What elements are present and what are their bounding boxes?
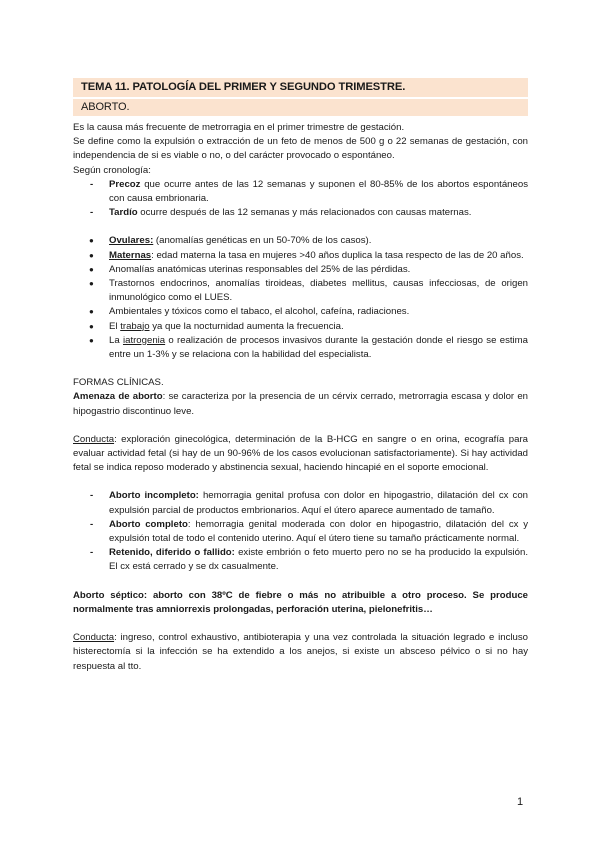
list-item-text: Anomalías anatómicas uterinas responsables del 25% de las pérdidas. — [109, 263, 411, 275]
list-item-term: Ovulares: — [109, 235, 154, 247]
list-item-term: Precoz — [109, 178, 141, 190]
list-item-term: Aborto incompleto: — [109, 490, 199, 502]
list-item — [73, 178, 528, 206]
list-item-text: La — [109, 334, 123, 346]
amenaza-term: Amenaza de aborto — [73, 391, 163, 403]
conducta-text: : exploración ginecológica, determinación de la B-HCG en sangre o en orina, ecografía para evaluar actividad fetal (si hay de un 90-96% de los casos evolucionan satisfactoriamente). Si hay actividad fetal se indica reposo moderado y abstinencia sexual, haciendo hincapié en el soporte emocional. — [73, 433, 528, 474]
list-item — [73, 234, 528, 248]
list-item-text: El — [109, 320, 121, 332]
list-item — [73, 518, 528, 546]
list-item-text: : edad materna la tasa en mujeres >40 años duplica la tasa respecto de las de 20 años. — [151, 249, 524, 261]
page-number: 1 — [517, 796, 524, 808]
list-item-term: Tardío — [109, 207, 138, 219]
list-item — [73, 249, 528, 263]
list-item-text: que ocurre antes de las 12 semanas y suponen el 80-85% de los abortos espontáneos con causa embrionaria. — [109, 178, 528, 205]
list-item-text: ya que la nocturnidad aumenta la frecuencia. — [149, 320, 344, 332]
conducta-term: Conducta — [73, 433, 115, 445]
chronology-list — [73, 178, 528, 221]
page-title: TEMA 11. PATOLOGÍA DEL PRIMER Y SEGUNDO TRIMESTRE. — [73, 78, 528, 97]
list-item — [73, 334, 528, 362]
list-item-text: hemorragia genital profusa con dolor en hipogastrio, dilatación del cx con expulsión parcial de productos embrionarios. Aquí el útero aparece aumentado de tamaño. — [109, 490, 529, 516]
list-item-term: Maternas — [109, 249, 152, 261]
list-item — [73, 277, 528, 305]
formas-heading: FORMAS CLÍNICAS. — [73, 377, 164, 389]
conducta-term: Conducta — [73, 632, 115, 644]
list-item-text: Ambientales y tóxicos como el tabaco, el alcohol, cafeína, radiaciones. — [109, 306, 410, 318]
list-item — [73, 305, 528, 319]
conducta-septico-paragraph — [73, 631, 528, 674]
list-item-term: trabajo — [120, 320, 150, 332]
list-item-text: ocurre después de las 12 semanas y más relacionados con causas maternas. — [137, 207, 472, 219]
intro-paragraph-3: Según cronología: — [73, 164, 151, 176]
causes-list — [73, 234, 528, 362]
list-item-text: (anomalías genéticas en un 50-70% de los casos). — [153, 235, 372, 247]
section-heading: ABORTO. — [73, 99, 528, 116]
amenaza-text: : se caracteriza por la presencia de un cérvix cerrado, metrorragia escasa y dolor en hipogastrio discontinuo leve. — [73, 391, 528, 417]
list-item-text: : hemorragia genital moderada con dolor en hipogastrio, dilatación del cx y expulsión total de todo el contenido uterino. Aquí el útero tiene su tamaño prácticamente normal. — [109, 518, 529, 545]
list-item — [73, 206, 528, 220]
list-item — [73, 263, 528, 277]
abortion-types-list — [73, 489, 528, 574]
septico-paragraph — [73, 589, 528, 617]
list-item-term: Aborto completo — [109, 518, 188, 530]
list-item-term: Retenido, diferido o fallido: — [109, 547, 235, 559]
intro-paragraph-2: Se define como la expulsión o extracción de un feto de menos de 500 g o 22 semanas de gestación, con independencia de si es viable o no, o del carácter provocado o espontáneo. — [73, 136, 528, 162]
amenaza-paragraph — [73, 390, 528, 418]
list-item-term: iatrogenia — [122, 334, 166, 346]
list-item-text: Trastornos endocrinos, anomalías tiroideas, diabetes mellitus, causas infecciosas, de origen inmunológico como el LUES. — [109, 278, 528, 304]
list-item-text: existe embrión o feto muerto pero no se ha producido la expulsión. El cx está cerrado y se dx casualmente. — [109, 547, 528, 573]
list-item — [73, 546, 528, 574]
intro-paragraph-1: Es la causa más frecuente de metrorragia en el primer trimestre de gestación. — [73, 122, 405, 133]
list-item — [73, 489, 528, 517]
conducta-text: : ingreso, control exhaustivo, antibioterapia y una vez controlada la situación legrado e incluso histerectomía si la infección se ha extendido a los anejos, si existe un absceso pélvico o si no hay respuesta al tto. — [73, 632, 528, 672]
list-item — [73, 320, 528, 334]
septico-text: Aborto séptico: aborto con 38ºC de fiebre o más no atribuible a otro proceso. Se produce normalmente tras amniorrexis prolongadas, perforación uterina, pielonefritis… — [73, 589, 528, 615]
conducta-paragraph — [73, 433, 528, 476]
document-body — [73, 121, 528, 674]
list-item-text: o realización de procesos invasivos durante la gestación donde el riesgo se estima entre un 1-3% y se relaciona con la habilidad del especialista. — [109, 334, 528, 361]
